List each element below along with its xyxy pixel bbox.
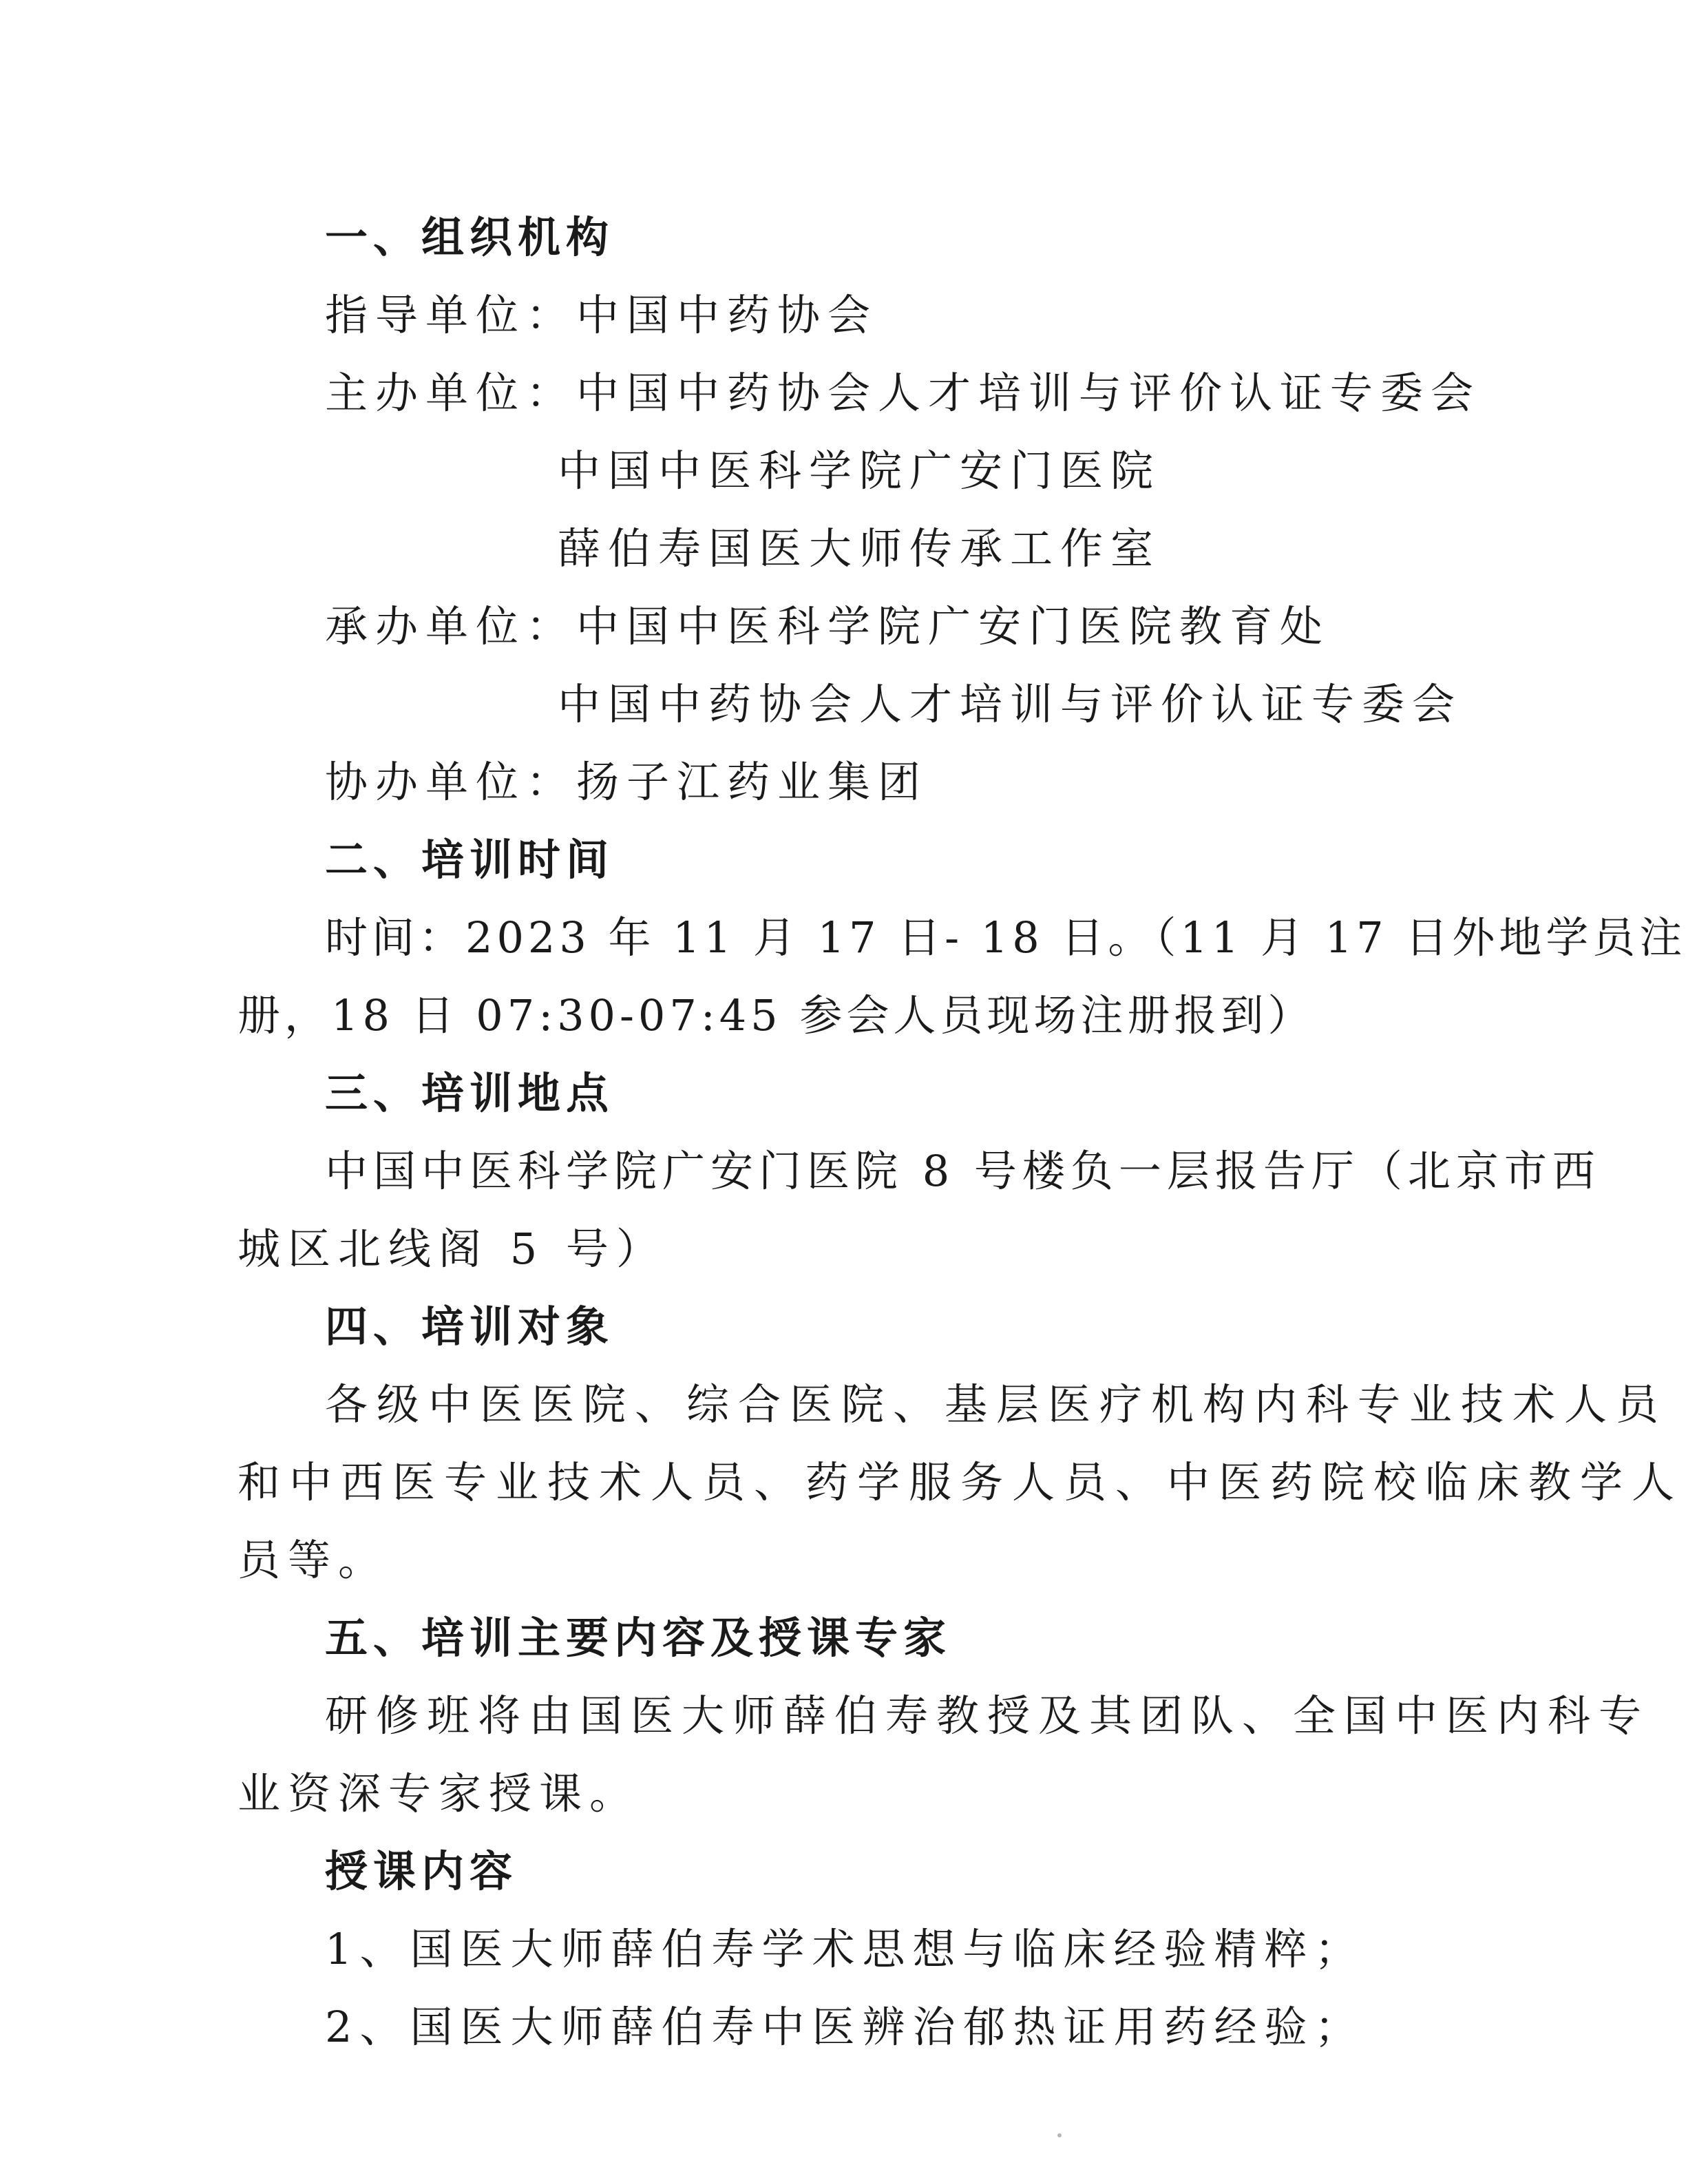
content-line-2: 业资深专家授课。 [238, 1768, 640, 1819]
content-line-1: 研修班将由国医大师薛伯寿教授及其团队、全国中医内科专 [325, 1690, 1650, 1741]
section-title-time: 二、培训时间 [325, 835, 615, 885]
co-unit-row [325, 755, 928, 810]
host-unit-label: 主办单位： [325, 368, 577, 418]
co-unit-label: 协办单位： [325, 757, 577, 807]
host-unit-value-1: 中国中药协会人才培训与评价认证专委会 [576, 368, 1482, 418]
section-title-audience: 四、培训对象 [325, 1301, 615, 1352]
audience-line-2: 和中西医专业技术人员、药学服务人员、中医药院校临床教学人 [238, 1457, 1684, 1507]
scan-speck [1057, 2133, 1062, 2137]
section-title-content: 五、培训主要内容及授课专家 [325, 1613, 952, 1663]
course-item-2: 2、国医大师薛伯寿中医辨治郁热证用药经验； [325, 2002, 1365, 2052]
host-unit-value-3: 薛伯寿国医大师传承工作室 [558, 523, 1161, 574]
time-line-1: 时间：2023 年 11 月 17 日- 18 日。（11 月 17 日外地学员注 [325, 912, 1687, 963]
co-unit-value: 扬子江药业集团 [576, 757, 929, 807]
host-unit-row [325, 366, 1481, 421]
section-title-location: 三、培训地点 [325, 1068, 615, 1118]
section-title-organization: 一、组织机构 [325, 212, 615, 262]
organizer-unit-value-1: 中国中医科学院广安门医院教育处 [576, 601, 1331, 651]
host-unit-value-2: 中国中医科学院广安门医院 [558, 446, 1161, 496]
time-line-2: 册，18 日 07:30-07:45 参会人员现场注册报到） [238, 990, 1315, 1040]
organizer-unit-label: 承办单位： [325, 601, 577, 651]
guide-unit-label: 指导单位： [325, 290, 577, 340]
place-line-1: 中国中医科学院广安门医院 8 号楼负一层报告厅（北京市西 [325, 1146, 1601, 1196]
guide-unit-row [325, 288, 878, 343]
audience-line-1: 各级中医医院、综合医院、基层医疗机构内科专业技术人员 [325, 1379, 1668, 1430]
organizer-unit-value-2: 中国中药协会人才培训与评价认证专委会 [558, 679, 1463, 729]
guide-unit-value: 中国中药协会 [576, 290, 878, 340]
course-item-1: 1、国医大师薛伯寿学术思想与临床经验精粹； [325, 1924, 1365, 1974]
place-line-2: 城区北线阁 5 号） [238, 1224, 666, 1274]
course-content-title: 授课内容 [325, 1846, 518, 1896]
audience-line-3: 员等。 [238, 1535, 389, 1585]
organizer-unit-row [325, 599, 1330, 654]
